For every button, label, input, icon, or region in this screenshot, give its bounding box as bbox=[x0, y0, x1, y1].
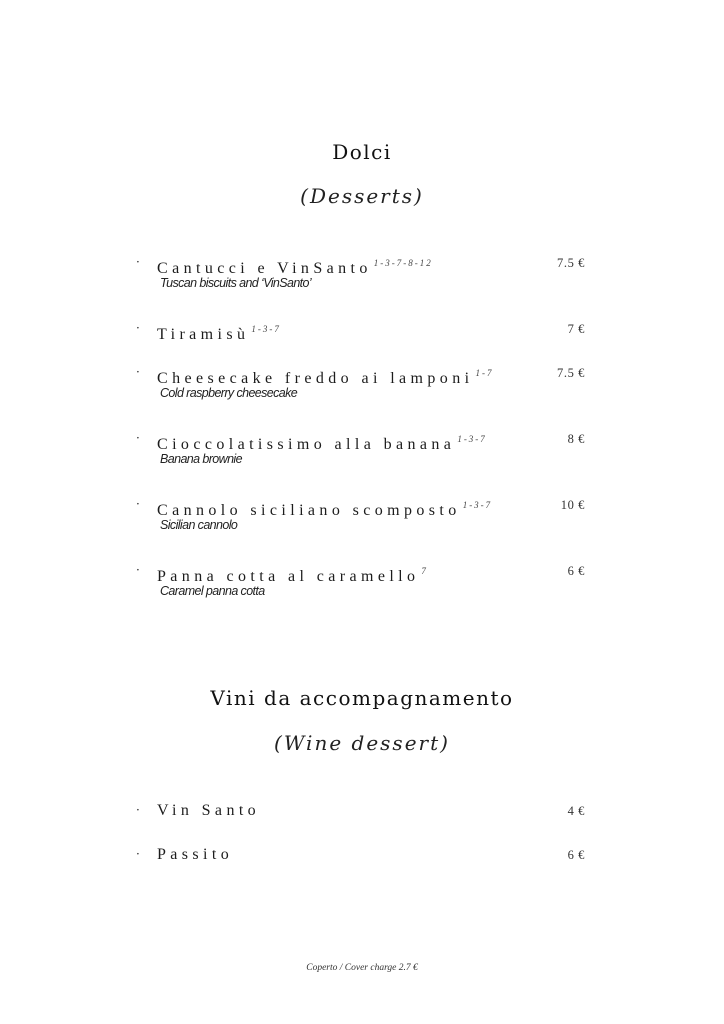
menu-item-panna-cotta bbox=[0, 562, 724, 602]
menu-item-tiramisu bbox=[0, 320, 724, 360]
item-name: Vin Santo bbox=[157, 802, 261, 819]
item-translation: Sicilian cannolo bbox=[160, 518, 238, 532]
item-bullet: · bbox=[136, 255, 140, 269]
item-translation: Banana brownie bbox=[160, 452, 242, 466]
item-allergens: 1-3-7 bbox=[457, 434, 487, 444]
item-price: 7.5 € bbox=[557, 256, 585, 270]
desserts-subtitle: (Desserts) bbox=[300, 184, 424, 208]
item-bullet: · bbox=[136, 803, 140, 817]
menu-item-cioccolatissimo bbox=[0, 430, 724, 470]
item-price: 7 € bbox=[567, 322, 585, 336]
item-allergens: 7 bbox=[421, 566, 428, 576]
item-price: 4 € bbox=[567, 804, 585, 818]
item-price: 6 € bbox=[567, 848, 585, 862]
item-name: Cioccolatissimo alla banana $^{1-3-7}$ bbox=[157, 434, 487, 453]
item-price: 6 € bbox=[567, 564, 585, 578]
item-allergens: 1-3-7-8-12 bbox=[373, 258, 433, 268]
item-bullet: · bbox=[136, 431, 140, 445]
item-name: Tiramisù $^{1-3-7}$ bbox=[157, 324, 281, 343]
item-translation: Caramel panna cotta bbox=[160, 584, 265, 598]
item-name: Panna cotta al caramello $^7$ bbox=[157, 566, 428, 585]
item-name: Cannolo siciliano scomposto $^{1-3-7}$ bbox=[157, 500, 493, 519]
wines-title: Vini da accompagnamento bbox=[210, 686, 514, 710]
item-name: Passito bbox=[157, 846, 234, 863]
menu-item-cannolo bbox=[0, 496, 724, 536]
cover-charge-note: Coperto / Cover charge 2.7 € bbox=[306, 963, 418, 973]
item-bullet: · bbox=[136, 321, 140, 335]
item-price: 7.5 € bbox=[557, 366, 585, 380]
item-name: Cheesecake freddo ai lamponi $^{1-7}$ bbox=[157, 368, 494, 387]
menu-item-cheesecake bbox=[0, 364, 724, 404]
item-name: Cantucci e VinSanto $^{1-3-7-8-12}$ bbox=[157, 258, 433, 277]
item-bullet: · bbox=[136, 497, 140, 511]
menu-item-passito bbox=[0, 846, 724, 886]
item-translation: Tuscan biscuits and ‘VinSanto’ bbox=[160, 276, 312, 290]
menu-item-vin-santo bbox=[0, 802, 724, 842]
item-translation: Cold raspberry cheesecake bbox=[160, 386, 298, 400]
desserts-title: Dolci bbox=[332, 140, 392, 164]
item-price: 8 € bbox=[567, 432, 585, 446]
item-allergens: 1-3-7 bbox=[462, 500, 493, 510]
item-bullet: · bbox=[136, 563, 140, 577]
menu-item-cantucci bbox=[0, 254, 724, 294]
item-bullet: · bbox=[136, 847, 140, 861]
item-allergens: 1-3-7 bbox=[251, 324, 281, 334]
item-price: 10 € bbox=[560, 498, 585, 512]
wines-subtitle: (Wine dessert) bbox=[274, 731, 450, 755]
item-allergens: 1-7 bbox=[475, 368, 494, 378]
item-bullet: · bbox=[136, 365, 140, 379]
